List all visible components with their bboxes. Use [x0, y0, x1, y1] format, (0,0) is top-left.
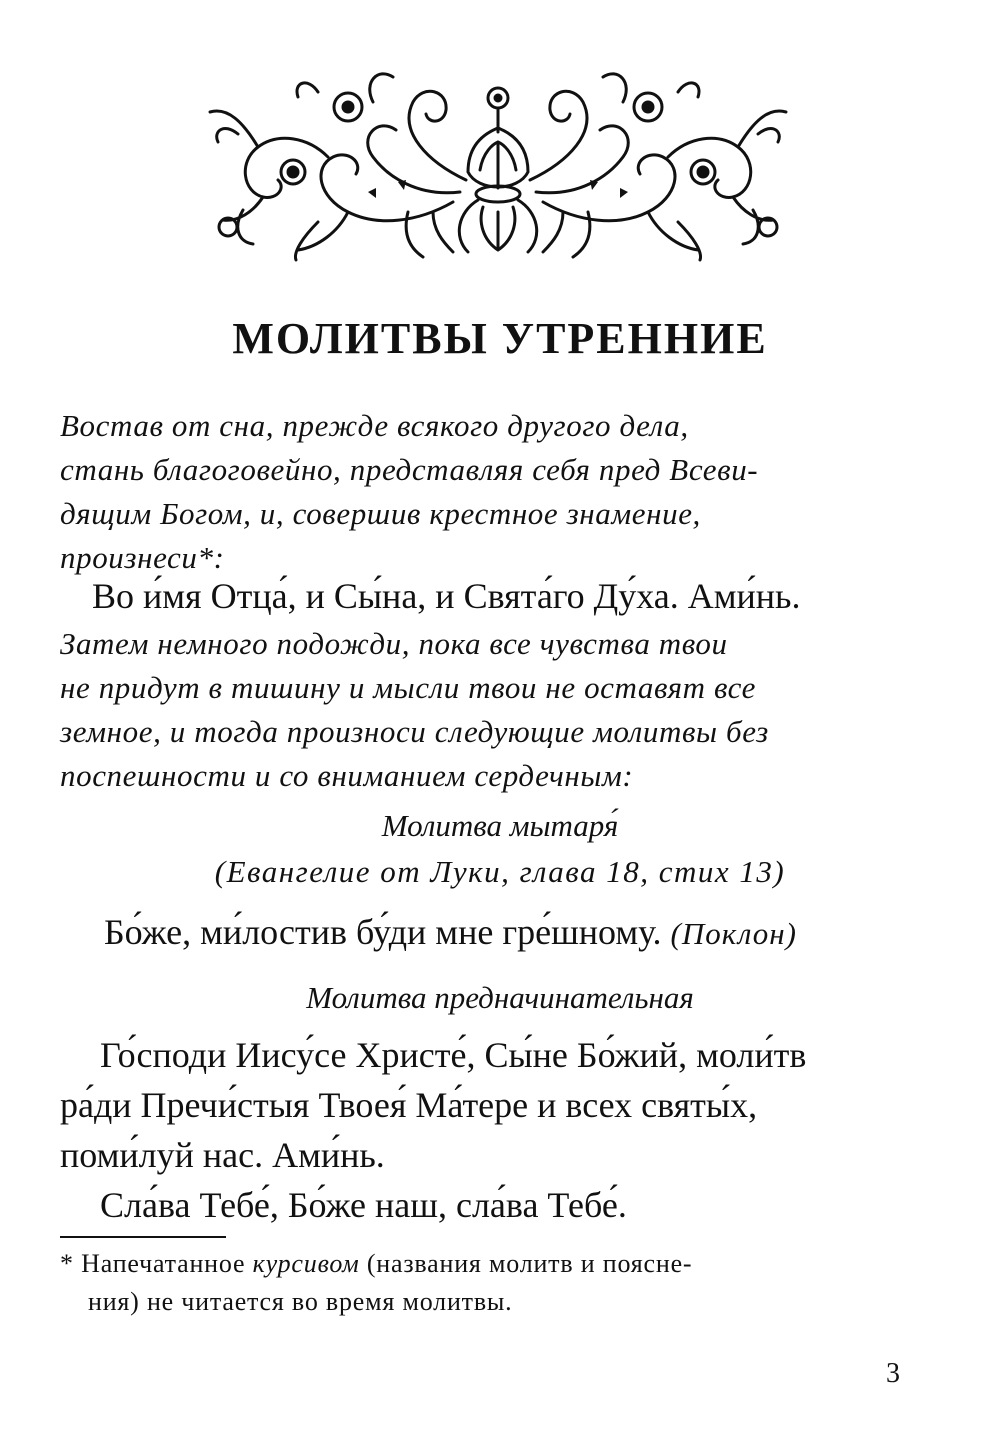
preparation-instruction — [60, 622, 930, 798]
doxology-line: Сла́ва Тебе́, Бо́же наш, сла́ва Тебе́. — [100, 1185, 627, 1225]
footnote-text-italic: курсивом — [252, 1249, 360, 1278]
initial-prayer-line: ра́ди Пречи́стыя Твоея́ Ма́тере и всех святы́х, — [60, 1085, 758, 1125]
publican-prayer-source: (Евангелие от Луки, глава 18, стих 13) — [214, 854, 786, 889]
initial-prayer-text — [60, 1030, 940, 1230]
page-title: МОЛИТВЫ УТРЕННИЕ — [232, 314, 768, 363]
instruction-line: не придут в тишину и мысли твои не оставят все — [60, 670, 756, 705]
intro-instruction — [60, 404, 930, 580]
invocation-text: Во и́мя Отца́, и Сы́на, и Свята́го Ду́ха. Ами́нь. — [92, 576, 801, 616]
initial-prayer-line: поми́луй нас. Ами́нь. — [60, 1135, 385, 1175]
bow-note: (Поклон) — [670, 916, 797, 951]
page-number: 3 — [886, 1358, 900, 1389]
footnote-line-2: ния) не читается во время молитвы. — [88, 1287, 513, 1316]
footnote — [60, 1245, 940, 1321]
instruction-line: земное, и тогда произноси следующие молитвы без — [60, 714, 769, 749]
intro-line: стань благоговейно, представляя себя пред Всеви- — [60, 452, 759, 487]
publican-prayer-text: Бо́же, ми́лостив бу́ди мне гре́шному. — [104, 912, 662, 952]
floral-headpiece-ornament-icon — [198, 62, 798, 262]
footnote-text-after: (названия молитв и поясне- — [366, 1249, 693, 1278]
initial-prayer-title: Молитва предначинательная — [306, 980, 694, 1015]
initial-prayer-line: Го́споди Иису́се Христе́, Сы́не Бо́жий, моли́тв — [100, 1035, 807, 1075]
intro-line: Востав от сна, прежде всякого другого дела, — [60, 408, 689, 443]
publican-prayer-title: Молитва мытаря́ — [381, 808, 619, 843]
publican-prayer-line — [104, 906, 984, 960]
footnote-divider — [60, 1236, 226, 1238]
instruction-line: поспешности и со вниманием сердечным: — [60, 758, 634, 793]
intro-line: произнеси*: — [60, 540, 225, 575]
footnote-text-before: Напечатанное — [81, 1249, 246, 1278]
footnote-marker: * — [60, 1249, 74, 1278]
intro-line: дящим Богом, и, совершив крестное знамение, — [60, 496, 701, 531]
instruction-line: Затем немного подожди, пока все чувства твои — [60, 626, 728, 661]
